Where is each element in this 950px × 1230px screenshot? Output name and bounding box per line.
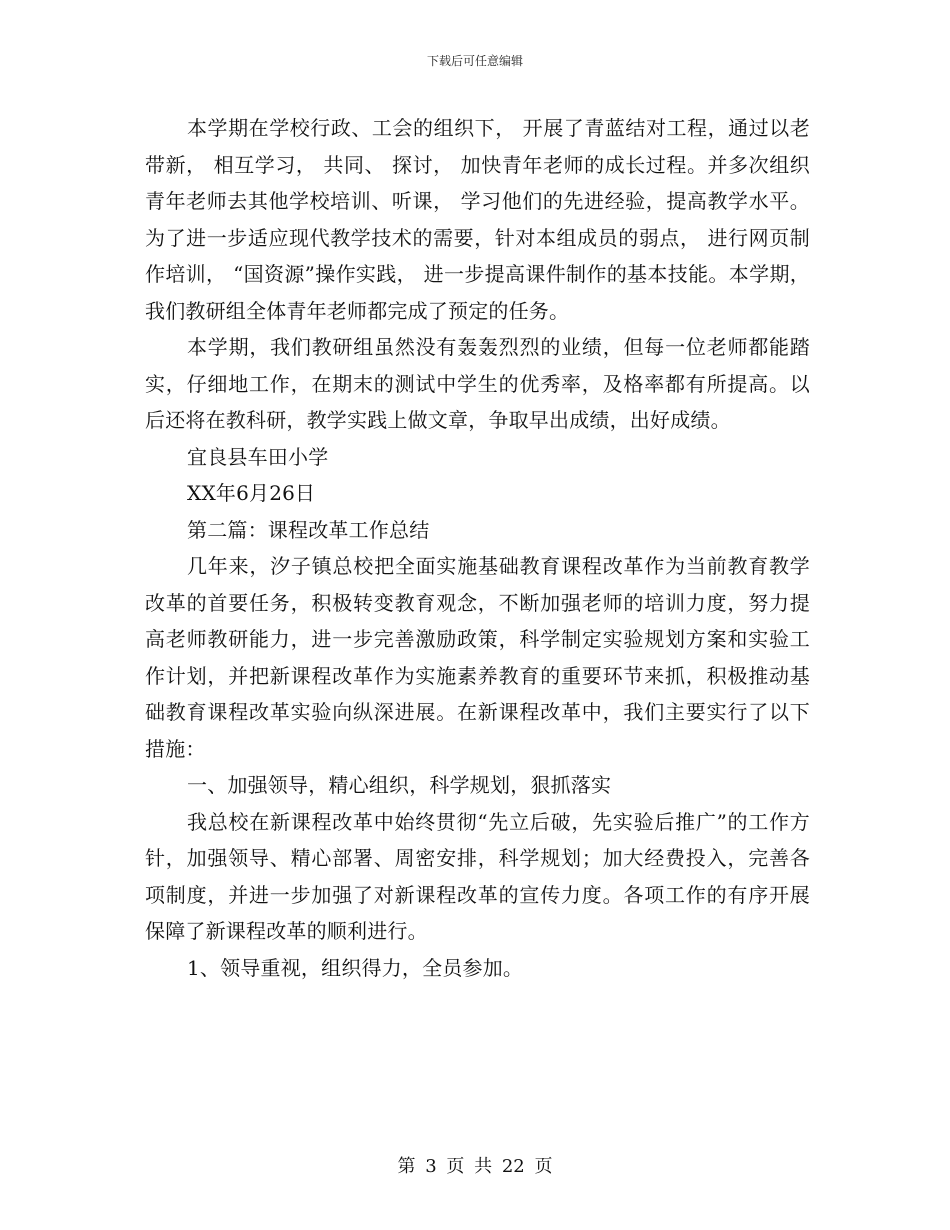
list-item-1: 1、领导重视，组织得力，全员参加。 [187,955,524,980]
paragraph-reform-intro: 几年来，汐子镇总校把全面实施基础教育课程改革作为当前教育教学改革的首要任务，积极转变教育观念，不断加强老师的培训力度，努力提高老师教研能力，进一步完善激励政策，科学制定实验规划方案和实验工作计划，并把新课程改革作为实施素养教育的重要环节来抓，积极推动基础教育课程改革实验向纵深进展。在新课程改革中，我们主要实行了以下措施： [145,554,810,761]
paragraph-mentoring: 本学期在学校行政、工会的组织下， 开展了青蓝结对工程，通过以老带新， 相互学习， 共同、 探讨， 加快青年老师的成长过程。并多次组织青年老师去其他学校培训、听课， 学习他们的先进经验，提高教学水平。为了进一步适应现代教学技术的需要，针对本组成员的弱点， 进行网页制作培训， “国资源”操作实践， 进一步提高课件制作的基本技能。本学期， 我们教研组全体青年老师都完成了预定的任务。 [145,116,810,323]
paragraph-leadership: 我总校在新课程改革中始终贯彻“先立后破，先实验后推广”的工作方针，加强领导、精心部署、周密安排，科学规划；加大经费投入，完善各项制度，并进一步加强了对新课程改革的宣传力度。各项工作的有序开展保障了新课程改革的顺利进行。 [145,809,810,943]
subheading-leadership: 一、加强领导，精心组织，科学规划，狠抓落实 [187,773,612,797]
section-title: 第二篇：课程改革工作总结 [187,517,430,542]
page-number: 第 3 页 共 22 页 [397,1156,553,1177]
signature-date: XX年6月26日 [187,481,316,505]
document-body [145,110,810,986]
paragraph-achievements: 本学期，我们教研组虽然没有轰轰烈烈的业绩，但每一位老师都能踏实，仔细地工作，在期末的测试中学生的优秀率，及格率都有所提高。以后还将在教科研，教学实践上做文章，争取早出成绩，出好成绩。 [145,335,810,432]
signature-school: 宜良县车田小学 [187,444,329,469]
page-header: 下载后可任意编辑 [426,54,523,68]
